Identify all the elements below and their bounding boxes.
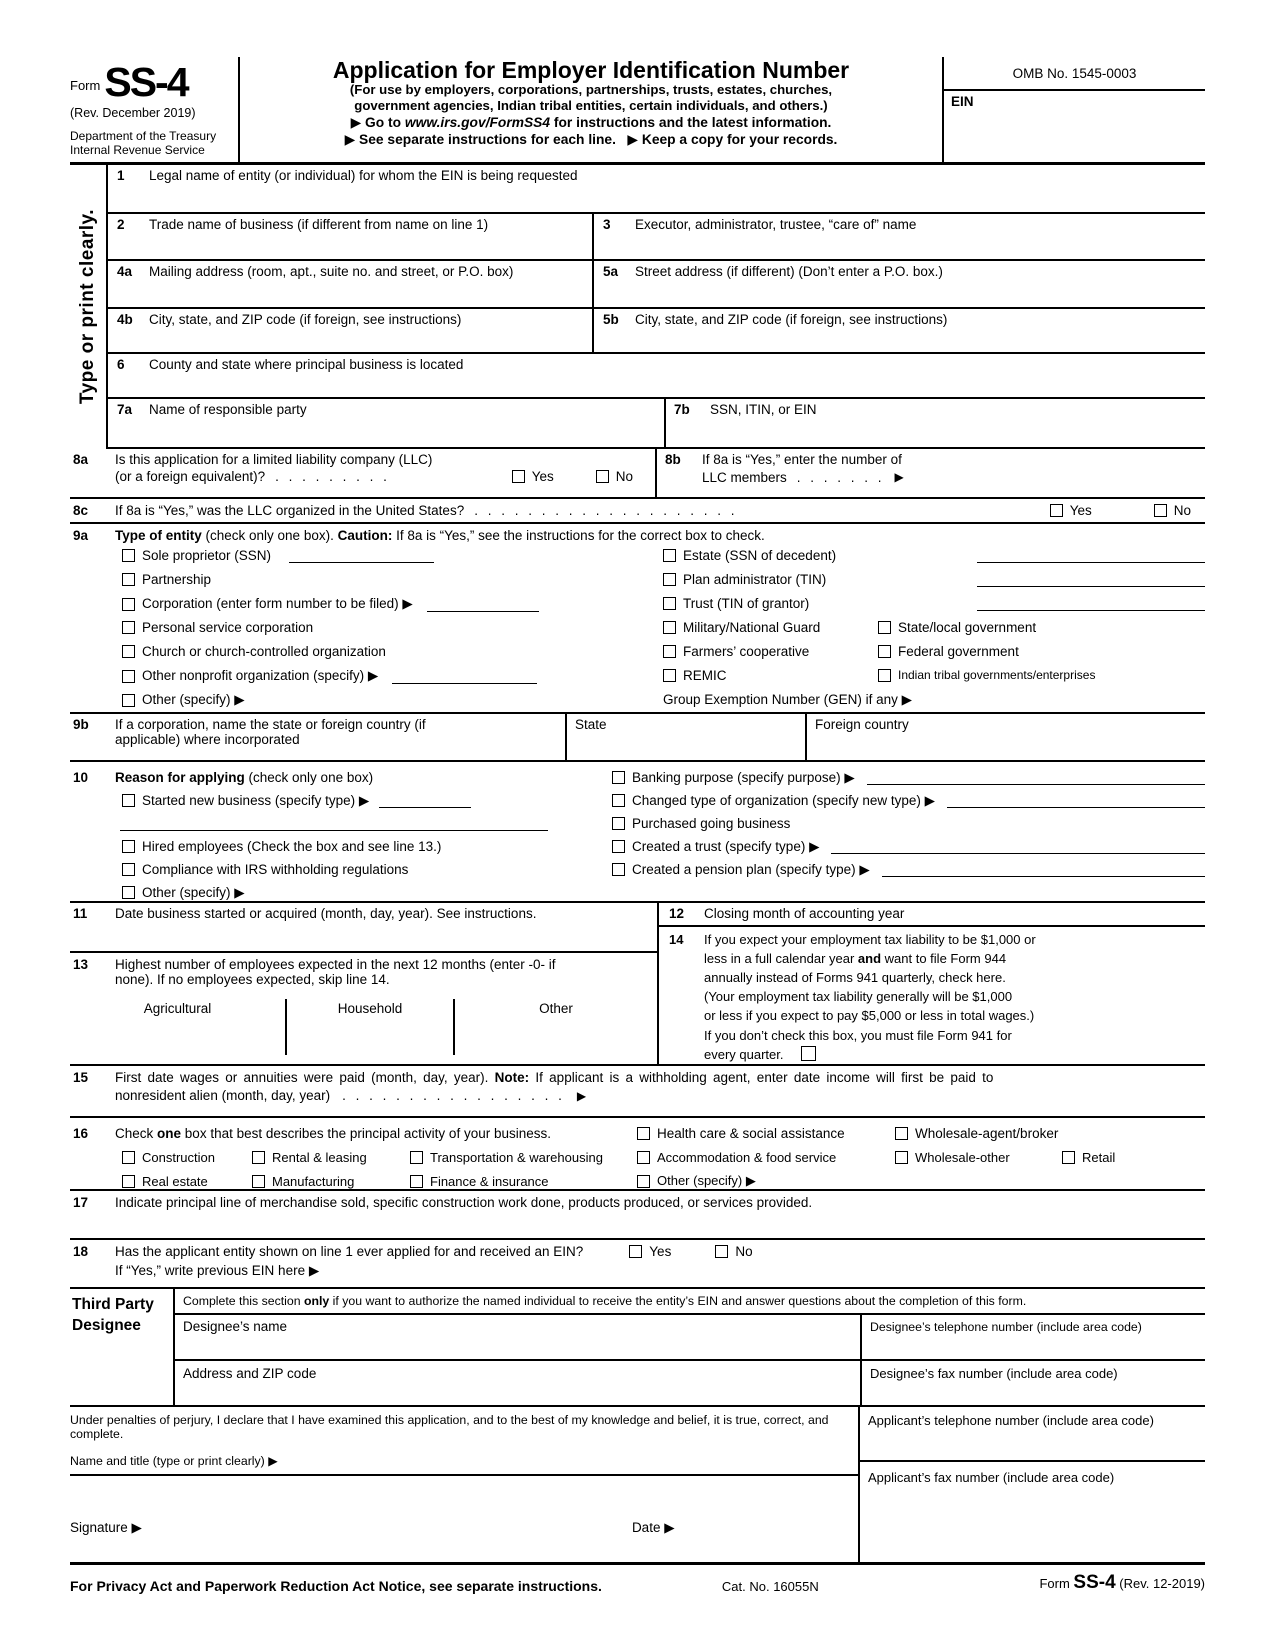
field-street-address[interactable] — [592, 261, 1205, 307]
arrow-icon: ▶ — [576, 1088, 587, 1103]
side-strip — [70, 165, 108, 449]
checkbox-indian-tribal[interactable] — [878, 669, 891, 682]
line-14-text-3: annually instead of Forms 941 quarterly, check here. — [704, 969, 1006, 985]
label-real-estate: Real estate — [142, 1173, 208, 1189]
label-wholesale-other: Wholesale-other — [915, 1149, 1010, 1165]
label-farmers-cooperative: Farmers’ cooperative — [683, 644, 810, 659]
label-indian-tribal: Indian tribal governments/enterprises — [898, 668, 1096, 682]
question-8b — [655, 449, 1205, 497]
label-rental-leasing: Rental & leasing — [272, 1149, 367, 1165]
label-finance-insurance: Finance & insurance — [430, 1173, 549, 1189]
catalog-number: Cat. No. 16055N — [721, 1579, 819, 1594]
label-irs-withholding: Compliance with IRS withholding regulations — [142, 862, 409, 877]
checkbox-farmers-cooperative[interactable] — [663, 645, 676, 658]
line-9b-number: 9b — [73, 717, 89, 732]
field-ssn-itin-ein[interactable] — [664, 399, 1205, 447]
ein-label: EIN — [951, 94, 974, 109]
line-10-note: (check only one box) — [244, 770, 374, 785]
field-legal-name[interactable] — [108, 165, 1205, 214]
checkbox-8c-yes[interactable] — [1050, 504, 1063, 517]
line-9b-label-2: applicable) where incorporated — [115, 732, 300, 747]
line-13-label-2: none). If no employees expected, skip line 14. — [115, 972, 390, 987]
form-subtitle-1: (For use by employers, corporations, partnerships, trusts, estates, churches, — [349, 82, 833, 98]
line-5b-label: City, state, and ZIP code (if foreign, see instructions) — [635, 312, 948, 327]
form-title: Application for Employer Identification Number — [332, 57, 850, 83]
trust-tin-blank[interactable] — [977, 596, 1205, 611]
line-12-number: 12 — [669, 906, 685, 921]
line-14-text-5: or less if you expect to pay $5,000 or less in total wages.) — [704, 1008, 1035, 1024]
label-other-reason: Other (specify) ▶ — [142, 884, 245, 900]
see-instructions: ▶ See separate instructions for each line. — [344, 132, 616, 148]
omb-number: OMB No. 1545-0003 — [944, 57, 1205, 91]
perjury-statement: Under penalties of perjury, I declare that I have examined this application, and to the best of my knowledge and belief, it is true, correct, and complete. — [70, 1413, 829, 1441]
label-designee-fax: Designee’s fax number (include area code) — [870, 1366, 1118, 1381]
label-purchased-business: Purchased going business — [632, 816, 791, 831]
line-14-text-2b: and — [857, 950, 882, 966]
line-18-label-2: If “Yes,” write previous EIN here ▶ — [115, 1263, 320, 1278]
checkbox-18-no[interactable] — [715, 1245, 728, 1258]
field-city-state-zip-mailing[interactable] — [108, 309, 592, 352]
checkbox-8a-no[interactable] — [596, 470, 609, 483]
checkbox-plan-administrator[interactable] — [663, 573, 676, 586]
line-2-number: 2 — [117, 217, 125, 232]
field-applicant-phone[interactable] — [860, 1407, 1205, 1462]
checkbox-retail[interactable] — [1062, 1151, 1075, 1164]
line-15-label-2: nonresident alien (month, day, year) — [115, 1088, 331, 1103]
label-foreign-country: Foreign country — [815, 717, 909, 732]
checkbox-personal-service-corp[interactable] — [122, 621, 135, 634]
checkbox-irs-withholding[interactable] — [122, 863, 135, 876]
field-incorporation-foreign-country[interactable] — [805, 714, 1205, 760]
line-9a-title: Type of entity — [115, 528, 202, 543]
label-sole-proprietor: Sole proprietor (SSN) — [142, 548, 272, 563]
label-18-no: No — [735, 1244, 753, 1259]
checkbox-banking-purpose[interactable] — [612, 771, 625, 784]
third-party-designee-label: Third Party Designee — [70, 1289, 175, 1405]
row-4b-5b — [108, 309, 1205, 354]
form-word: Form — [70, 78, 101, 93]
field-trade-name[interactable] — [108, 214, 592, 259]
field-responsible-party[interactable] — [108, 399, 664, 447]
label-name-and-title: Name and title (type or print clearly) ▶ — [70, 1454, 278, 1468]
checkbox-wholesale-other[interactable] — [895, 1151, 908, 1164]
question-14 — [659, 927, 1205, 1064]
label-18-yes: Yes — [649, 1244, 672, 1259]
label-created-trust: Created a trust (specify type) ▶ — [632, 838, 820, 854]
entity-option-row — [70, 620, 1205, 644]
checkbox-18-yes[interactable] — [629, 1245, 642, 1258]
label-changed-org-type: Changed type of organization (specify new type) ▶ — [632, 792, 936, 808]
line-11-label: Date business started or acquired (month, day, year). See instructions. — [115, 906, 537, 921]
field-designee-name[interactable] — [175, 1315, 860, 1359]
banking-purpose-blank[interactable] — [867, 770, 1205, 785]
line-1-number: 1 — [117, 168, 125, 183]
line-5a-label: Street address (if different) (Don’t enter a P.O. box.) — [635, 264, 943, 279]
goto-post: for instructions and the latest information. — [550, 115, 832, 131]
line-17-number: 17 — [73, 1195, 89, 1210]
label-military-national-guard: Military/National Guard — [683, 620, 821, 635]
line-7b-label: SSN, ITIN, or EIN — [710, 402, 817, 417]
label-health-care: Health care & social assistance — [657, 1125, 845, 1141]
label-signature: Signature ▶ — [70, 1520, 142, 1535]
label-retail: Retail — [1082, 1149, 1116, 1165]
label-agricultural: Agricultural — [143, 1001, 212, 1016]
third-party-instruction — [175, 1289, 1205, 1315]
form-header — [70, 57, 1205, 165]
label-accommodation-food: Accommodation & food service — [657, 1149, 837, 1165]
label-plan-administrator: Plan administrator (TIN) — [683, 572, 827, 587]
field-city-state-zip-street[interactable] — [592, 309, 1205, 352]
form-id-block — [70, 57, 240, 162]
line-9a-caution: Caution: — [337, 528, 393, 543]
signature-section — [70, 1407, 1205, 1565]
section-9a-entity-type — [70, 524, 1205, 714]
label-other-activity: Other (specify) ▶ — [657, 1173, 756, 1188]
line-14-number: 14 — [669, 931, 684, 947]
line-12-label: Closing month of accounting year — [704, 906, 905, 921]
checkbox-state-local-govt[interactable] — [878, 621, 891, 634]
keep-copy: ▶ Keep a copy for your records. — [627, 132, 838, 148]
label-8c-no: No — [1173, 503, 1191, 518]
line-7a-number: 7a — [117, 402, 133, 417]
field-signature[interactable] — [70, 1520, 142, 1536]
line-14-text-1: If you expect your employment tax liability to be $1,000 or — [704, 931, 1036, 947]
checkbox-construction[interactable] — [122, 1151, 135, 1164]
checkbox-form-944[interactable] — [801, 1046, 816, 1061]
line-5b-number: 5b — [603, 312, 619, 327]
row-4a-5a — [108, 261, 1205, 309]
line-8b-label-2: LLC members — [702, 470, 787, 485]
field-incorporation-state[interactable] — [565, 714, 805, 760]
row-7a-7b — [108, 399, 1205, 449]
line-8a-number: 8a — [73, 452, 89, 467]
question-13 — [70, 953, 657, 1064]
irs-url: www.irs.gov/FormSS4 — [404, 115, 551, 131]
row-18 — [70, 1240, 1205, 1289]
line-18-number: 18 — [73, 1244, 89, 1259]
label-designee-phone: Designee’s telephone number (include area code) — [870, 1320, 1142, 1334]
line-9b-label-1: If a corporation, name the state or foreign country (if — [115, 717, 426, 732]
row-8c — [70, 499, 1205, 524]
label-estate: Estate (SSN of decedent) — [683, 548, 837, 563]
checkbox-other-nonprofit[interactable] — [122, 670, 135, 683]
label-corporation: Corporation (enter form number to be filed) ▶ — [142, 596, 413, 611]
line-16-label-b: one — [157, 1125, 182, 1141]
checkbox-hired-employees[interactable] — [122, 840, 135, 853]
label-household: Household — [337, 1001, 403, 1016]
line-16-label-a: Check — [115, 1125, 158, 1141]
field-date[interactable] — [632, 1520, 675, 1536]
line-11-number: 11 — [73, 906, 88, 921]
footer-revision: (Rev. 12-2019) — [1115, 1576, 1205, 1591]
label-manufacturing: Manufacturing — [272, 1173, 355, 1189]
field-employees-agricultural[interactable] — [70, 999, 287, 1055]
line-9a-caution-text: If 8a is “Yes,” see the instructions for the correct box to check. — [392, 528, 765, 543]
checkbox-accommodation-food[interactable] — [637, 1151, 650, 1164]
field-name-and-title[interactable] — [70, 1441, 858, 1476]
form-title-block — [240, 57, 942, 162]
label-transportation: Transportation & warehousing — [430, 1149, 603, 1165]
tp-instruction-3: if you want to authorize the named individual to receive the entity’s EIN and answer questions about the completion of this form. — [329, 1294, 1027, 1308]
label-banking-purpose: Banking purpose (specify purpose) ▶ — [632, 769, 855, 785]
field-mailing-address[interactable] — [108, 261, 592, 307]
checkbox-estate[interactable] — [663, 549, 676, 562]
line-14-text-6: If you don’t check this box, you must file Form 941 for — [704, 1027, 1012, 1043]
dot-leader-8a: . . . . . . . . . — [275, 469, 390, 484]
tp-instruction-2: only — [303, 1294, 330, 1308]
label-gen: Group Exemption Number (GEN) if any ▶ — [663, 692, 912, 707]
line-8c-number: 8c — [73, 503, 89, 518]
question-8a — [70, 449, 655, 497]
field-designee-phone[interactable] — [860, 1315, 1205, 1359]
entity-option-row — [70, 644, 1205, 668]
checkbox-federal-govt[interactable] — [878, 645, 891, 658]
type-print-section — [70, 165, 1205, 449]
label-designee-address: Address and ZIP code — [183, 1366, 317, 1381]
line-8a-label-1: Is this application for a limited liability company (LLC) — [115, 452, 433, 467]
row-9b — [70, 714, 1205, 762]
label-trust: Trust (TIN of grantor) — [683, 596, 810, 611]
line-13-number: 13 — [73, 957, 89, 972]
label-applicant-fax: Applicant’s fax number (include area code) — [868, 1470, 1115, 1485]
checkbox-wholesale-agent[interactable] — [895, 1127, 908, 1140]
section-10-reason — [70, 762, 1205, 903]
label-other-employees: Other — [539, 1001, 573, 1016]
line-4b-number: 4b — [117, 312, 133, 327]
checkbox-trust[interactable] — [663, 597, 676, 610]
checkbox-other-reason[interactable] — [122, 886, 135, 899]
field-designee-fax[interactable] — [860, 1361, 1205, 1405]
entity-option-row — [70, 692, 1205, 716]
revision-date: (Rev. December 2019) — [70, 106, 196, 120]
label-personal-service-corp: Personal service corporation — [142, 620, 314, 635]
field-closing-month[interactable] — [659, 903, 1205, 927]
other-nonprofit-specify-blank[interactable] — [392, 669, 537, 684]
corporation-form-number-blank[interactable] — [427, 597, 539, 612]
dot-leader-8b: . . . . . . . — [796, 470, 885, 485]
line-14-text-4: (Your employment tax liability generally will be $1,000 — [704, 989, 1013, 1005]
checkbox-corporation[interactable] — [122, 598, 135, 611]
plan-administrator-tin-blank[interactable] — [977, 572, 1205, 587]
line-6-number: 6 — [117, 357, 125, 372]
line-9a-note: (check only one box). — [201, 528, 338, 543]
omb-ein-block — [942, 57, 1205, 162]
entity-option-row — [70, 668, 1205, 692]
line-15-label-1a: First date wages or annuities were paid (month, day, year). — [115, 1070, 495, 1085]
label-wholesale-agent: Wholesale-agent/broker — [915, 1125, 1059, 1141]
line-15-number: 15 — [73, 1070, 89, 1085]
checkbox-church-org[interactable] — [122, 645, 135, 658]
line-8b-label-1: If 8a is “Yes,” enter the number of — [702, 452, 902, 467]
created-trust-type-blank[interactable] — [831, 839, 1205, 854]
label-state: State — [575, 717, 607, 732]
line-3-label: Executor, administrator, trustee, “care of” name — [635, 217, 917, 232]
field-county-state[interactable] — [108, 354, 1205, 399]
label-created-pension-plan: Created a pension plan (specify type) ▶ — [632, 861, 870, 877]
checkbox-other-activity[interactable] — [637, 1175, 650, 1188]
third-party-designee-section — [70, 1289, 1205, 1407]
question-9b — [70, 714, 565, 760]
checkbox-sole-proprietor[interactable] — [122, 549, 135, 562]
label-hired-employees: Hired employees (Check the box and see line 13.) — [142, 839, 442, 854]
checkbox-8c-no[interactable] — [1154, 504, 1167, 517]
line-10-title: Reason for applying — [115, 770, 245, 785]
field-employees-other[interactable] — [455, 999, 657, 1055]
checkbox-real-estate[interactable] — [122, 1175, 135, 1188]
estate-ssn-blank[interactable] — [977, 548, 1205, 563]
checkbox-started-new-business[interactable] — [122, 794, 135, 807]
label-date: Date ▶ — [631, 1520, 675, 1535]
line-14-text-7: every quarter. — [704, 1046, 784, 1062]
label-state-local-govt: State/local government — [898, 620, 1037, 635]
agency-line-1: Department of the Treasury — [70, 129, 217, 143]
other-activity-specify-entry[interactable] — [768, 1174, 1205, 1189]
field-applicant-fax[interactable] — [860, 1462, 1205, 1562]
pension-plan-type-blank[interactable] — [882, 862, 1205, 877]
agency-line-2: Internal Revenue Service — [70, 143, 205, 158]
gen-entry[interactable] — [920, 693, 1197, 708]
label-designee-name: Designee’s name — [183, 1319, 288, 1334]
entity-option-row — [70, 548, 1205, 572]
label-other-nonprofit: Other nonprofit organization (specify) ▶ — [142, 668, 379, 683]
line-14-text-2a: less in a full calendar year — [704, 950, 858, 966]
line-9a-number: 9a — [73, 528, 89, 543]
started-business-type-blank[interactable] — [379, 793, 471, 808]
label-applicant-phone: Applicant’s telephone number (include area code) — [868, 1413, 1154, 1428]
entity-option-row — [70, 596, 1205, 620]
checkbox-other-entity[interactable] — [122, 694, 135, 707]
label-8a-yes: Yes — [531, 469, 554, 484]
label-construction: Construction — [142, 1149, 215, 1165]
line-7a-label: Name of responsible party — [149, 402, 307, 417]
label-started-new-business: Started new business (specify type) ▶ — [142, 792, 370, 808]
previous-ein-entry[interactable] — [319, 1263, 1205, 1279]
tp-instruction-1: Complete this section — [183, 1294, 304, 1308]
line-15-label-1c: If applicant is a withholding agent, enter date income will first be paid to — [529, 1070, 994, 1085]
footer-form-number: SS-4 — [1073, 1572, 1116, 1593]
checkbox-8a-yes[interactable] — [512, 470, 525, 483]
label-8a-no: No — [615, 469, 633, 484]
checkbox-created-pension-plan[interactable] — [612, 863, 625, 876]
checkbox-transportation[interactable] — [410, 1151, 423, 1164]
checkbox-finance-insurance[interactable] — [410, 1175, 423, 1188]
checkbox-health-care[interactable] — [637, 1127, 650, 1140]
form-footer — [70, 1565, 1205, 1594]
line-13-label-1: Highest number of employees expected in the next 12 months (enter -0- if — [115, 957, 556, 972]
line-16-number: 16 — [73, 1125, 89, 1141]
dot-leader-8c: . . . . . . . . . . . . . . . . . . . . — [474, 503, 738, 518]
line-6-label: County and state where principal business is located — [149, 357, 464, 372]
footer-form-word: Form — [1039, 1576, 1074, 1591]
checkbox-created-trust[interactable] — [612, 840, 625, 853]
field-executor-name[interactable] — [592, 214, 1205, 259]
line-16-label-c: box that best describes the principal activity of your business. — [181, 1125, 551, 1141]
field-employees-household[interactable] — [287, 999, 455, 1055]
checkbox-rental-leasing[interactable] — [252, 1151, 265, 1164]
line-4b-label: City, state, and ZIP code (if foreign, see instructions) — [149, 312, 462, 327]
checkbox-partnership[interactable] — [122, 573, 135, 586]
form-number: SS-4 — [104, 59, 188, 105]
checkbox-changed-org-type[interactable] — [612, 794, 625, 807]
line-17-label: Indicate principal line of merchandise sold, specific construction work done, products produced, or services provided. — [115, 1195, 813, 1210]
section-11-14 — [70, 903, 1205, 1066]
entity-option-row — [70, 572, 1205, 596]
label-other-entity: Other (specify) ▶ — [142, 692, 245, 707]
row-15 — [70, 1066, 1205, 1118]
line-4a-label: Mailing address (room, apt., suite no. and street, or P.O. box) — [149, 264, 514, 279]
row-8a-8b — [70, 449, 1205, 499]
line-4a-number: 4a — [117, 264, 133, 279]
started-business-type-blank-2[interactable] — [120, 816, 548, 831]
line-3-number: 3 — [603, 217, 611, 232]
field-principal-merchandise[interactable] — [70, 1191, 1205, 1240]
label-remic: REMIC — [683, 668, 727, 683]
privacy-act-notice: For Privacy Act and Paperwork Reduction Act Notice, see separate instructions. — [70, 1578, 602, 1594]
line-5a-number: 5a — [603, 264, 619, 279]
form-subtitle-2: government agencies, Indian tribal entities, certain individuals, and others.) — [354, 98, 828, 114]
line-14-text-2c: want to file Form 944 — [881, 950, 1007, 966]
checkbox-purchased-business[interactable] — [612, 817, 625, 830]
line-2-label: Trade name of business (if different from name on line 1) — [149, 217, 489, 232]
arrow-icon: ▶ — [894, 470, 904, 484]
label-federal-govt: Federal government — [898, 644, 1019, 659]
label-partnership: Partnership — [142, 572, 212, 587]
line-8c-label: If 8a is “Yes,” was the LLC organized in the United States? — [115, 503, 465, 518]
dot-leader-15: . . . . . . . . . . . . . . . . . — [342, 1088, 565, 1103]
line-15-note: Note: — [494, 1070, 530, 1085]
checkbox-military-national-guard[interactable] — [663, 621, 676, 634]
llc-members-entry[interactable] — [912, 470, 1197, 485]
label-church-org: Church or church-controlled organization — [142, 644, 386, 659]
line-18-label: Has the applicant entity shown on line 1 ever applied for and received an EIN? — [115, 1244, 584, 1259]
field-date-business-started[interactable] — [70, 903, 657, 953]
changed-org-type-blank[interactable] — [947, 793, 1205, 808]
line-8b-number: 8b — [665, 452, 681, 467]
checkbox-manufacturing[interactable] — [252, 1175, 265, 1188]
label-8c-yes: Yes — [1069, 503, 1092, 518]
goto-pre: ▶ Go to — [350, 115, 405, 131]
type-or-print-label: Type or print clearly. — [77, 209, 98, 405]
ein-entry-area[interactable] — [944, 109, 1205, 162]
line-8a-label-2: (or a foreign equivalent)? — [115, 469, 266, 484]
line-1-label: Legal name of entity (or individual) for whom the EIN is being requested — [149, 168, 578, 183]
line-7b-number: 7b — [674, 402, 690, 417]
checkbox-remic[interactable] — [663, 669, 676, 682]
section-16-activity — [70, 1118, 1205, 1191]
field-designee-address[interactable] — [175, 1361, 860, 1405]
row-2-3 — [108, 214, 1205, 261]
line-10-number: 10 — [73, 770, 89, 785]
sole-proprietor-ssn-blank[interactable] — [289, 548, 434, 563]
